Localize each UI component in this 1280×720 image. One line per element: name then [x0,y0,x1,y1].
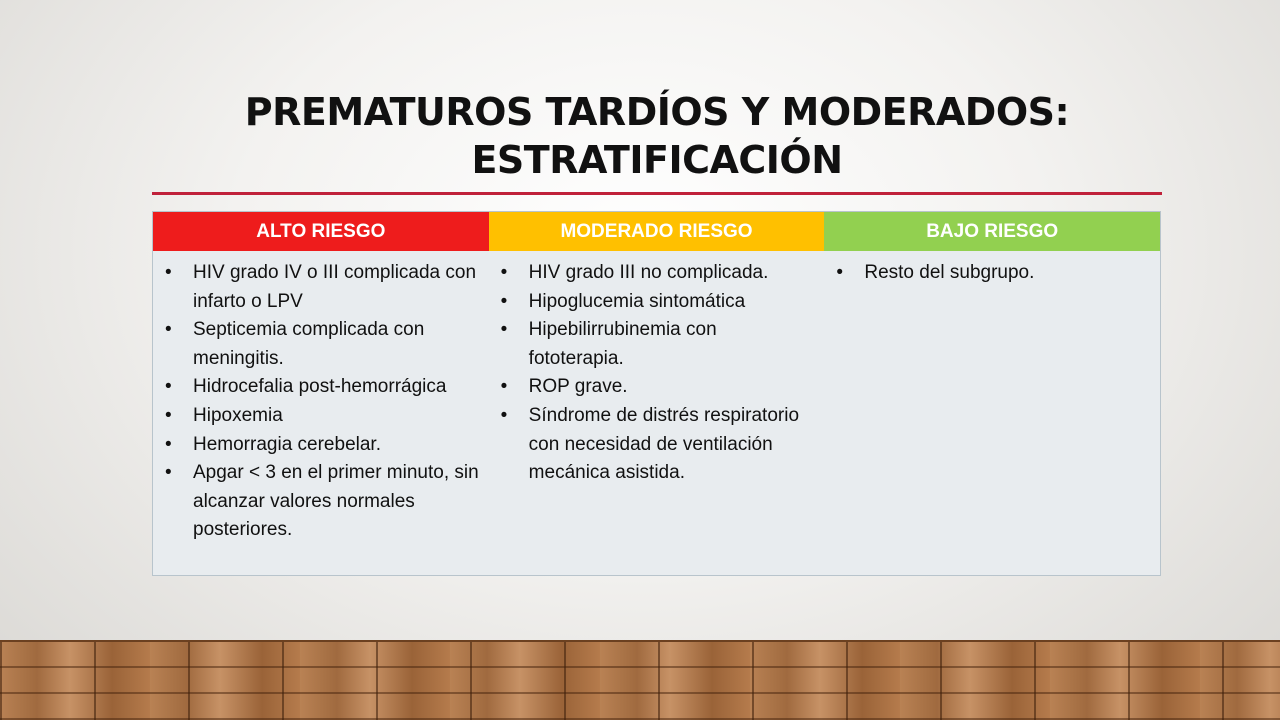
list-item: • Apgar < 3 en el primer minuto, sin alcanzar valores normales posteriores. [163,459,481,545]
slide-title-line-2: ESTRATIFICACIÓN [471,138,843,182]
alto-riesgo-list [163,259,481,545]
list-item: • Síndrome de distrés respiratorio con necesidad de ventilación mecánica asistida. [499,402,817,488]
wood-floor-decoration [0,642,1280,720]
moderado-riesgo-list [499,259,817,488]
slide-title [150,88,1164,184]
cell-bajo-riesgo [824,251,1160,545]
list-item: • Hidrocefalia post-hemorrágica [163,373,481,402]
header-alto-riesgo: ALTO RIESGO [153,212,489,251]
list-item: • ROP grave. [499,373,817,402]
table-body-row [153,251,1160,545]
title-divider [152,192,1162,195]
list-item: • HIV grado III no complicada. [499,259,817,288]
list-item: • Resto del subgrupo. [834,259,1152,288]
header-bajo-riesgo: BAJO RIESGO [824,212,1160,251]
list-item: • Hipoxemia [163,402,481,431]
slide-title-line-1: PREMATUROS TARDÍOS Y MODERADOS: [244,90,1070,134]
cell-moderado-riesgo [489,251,825,545]
list-item: • Septicemia complicada con meningitis. [163,316,481,373]
list-item: • Hipoglucemia sintomática [499,288,817,317]
list-item: • Hemorragia cerebelar. [163,431,481,460]
table-header-row [153,212,1160,251]
header-moderado-riesgo: MODERADO RIESGO [489,212,825,251]
list-item: • Hipebilirrubinemia con fototerapia. [499,316,817,373]
list-item: • HIV grado IV o III complicada con infarto o LPV [163,259,481,316]
cell-alto-riesgo [153,251,489,545]
bajo-riesgo-list [834,259,1152,288]
risk-table [152,211,1161,576]
